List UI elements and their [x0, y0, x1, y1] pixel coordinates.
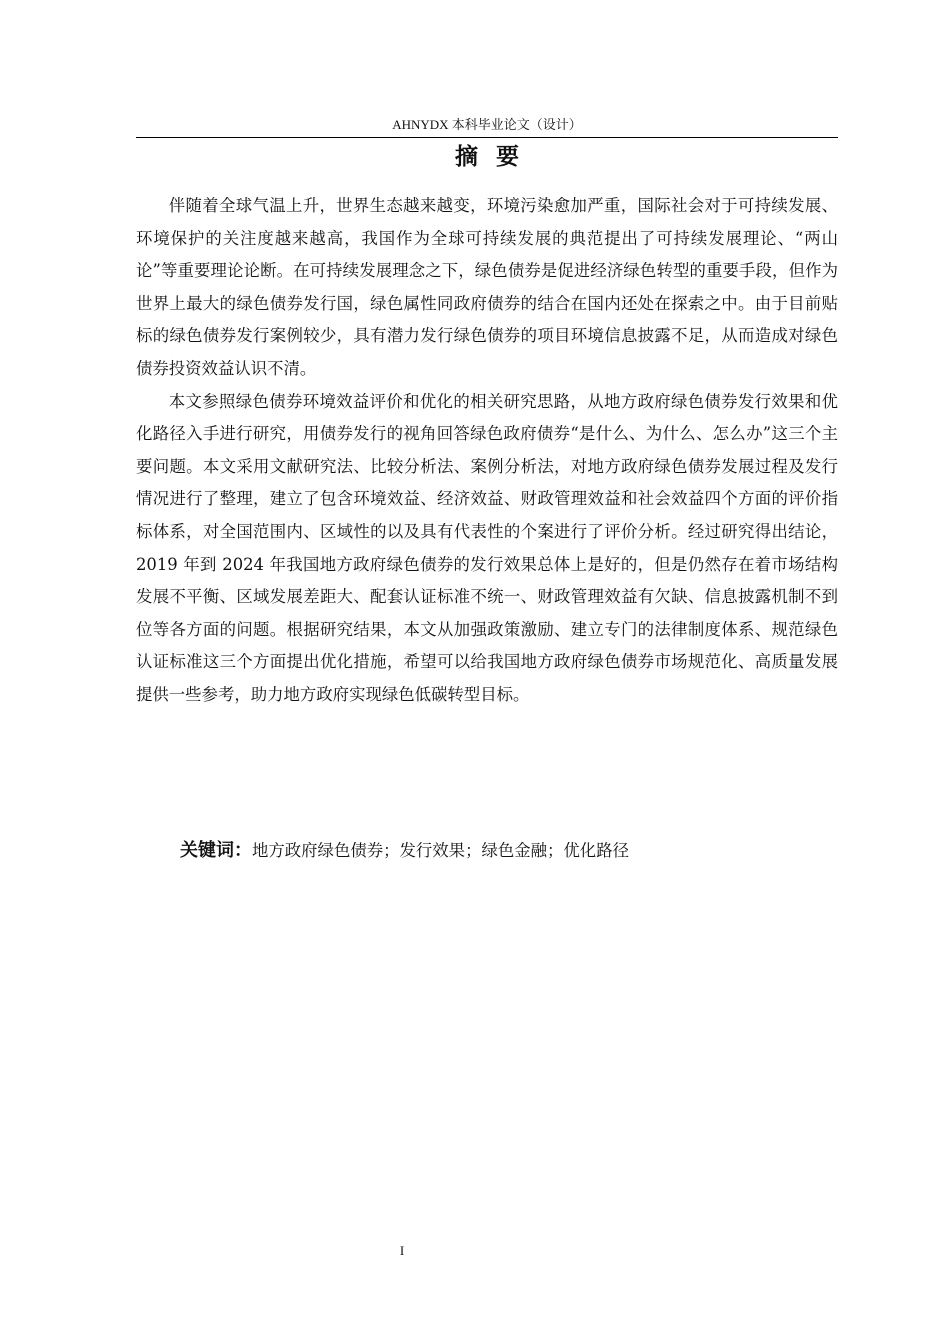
keywords-value: 地方政府绿色债券；发行效果；绿色金融；优化路径: [252, 841, 629, 860]
abstract-paragraph-1: 伴随着全球气温上升，世界生态越来越变，环境污染愈加严重，国际社会对于可持续发展、环境保护的关注度越来越高，我国作为全球可持续发展的典范提出了可持续发展理论、“两山论”等重要理论论断。在可持续发展理念之下，绿色债券是促进经济绿色转型的重要手段，但作为世界上最大的绿色债券发行国，绿色属性同政府债券的结合在国内还处在探索之中。由于目前贴标的绿色债券发行案例较少，具有潜力发行绿色债券的项目环境信息披露不足，从而造成对绿色债券投资效益认识不清。: [136, 196, 838, 378]
abstract-title: 摘要: [455, 144, 537, 170]
running-header: AHNYDX 本科毕业论文（设计）: [392, 117, 582, 132]
abstract-paragraph-2: 本文参照绿色债券环境效益评价和优化的相关研究思路，从地方政府绿色债券发行效果和优化路径入手进行研究，用债券发行的视角回答绿色政府债券“是什么、为什么、怎么办”这三个主要问题。本文采用文献研究法、比较分析法、案例分析法，对地方政府绿色债券发展过程及发行情况进行了整理，建立了包含环境效益、经济效益、财政管理效益和社会效益四个方面的评价指标体系，对全国范围内、区域性的以及具有代表性的个案进行了评价分析。经过研究得出结论，2019 年到 2024 年我国地方政府绿色债券的发行效果总体上是好的，但是仍然存在着市场结构发展不平衡、区域发展差距大、配套认证标准不统一、财政管理效益有欠缺、信息披露机制不到位等各方面的问题。根据研究结果，本文从加强政策激励、建立专门的法律制度体系、规范绿色认证标准这三个方面提出优化措施，希望可以给我国地方政府绿色债券市场规范化、高质量发展提供一些参考，助力地方政府实现绿色低碳转型目标。: [136, 391, 838, 704]
abstract-body: [136, 190, 838, 712]
keywords-label: 关键词：: [180, 840, 252, 861]
page-number: I: [399, 1243, 405, 1258]
keywords-line: [180, 836, 840, 866]
header-rule: [136, 137, 838, 138]
